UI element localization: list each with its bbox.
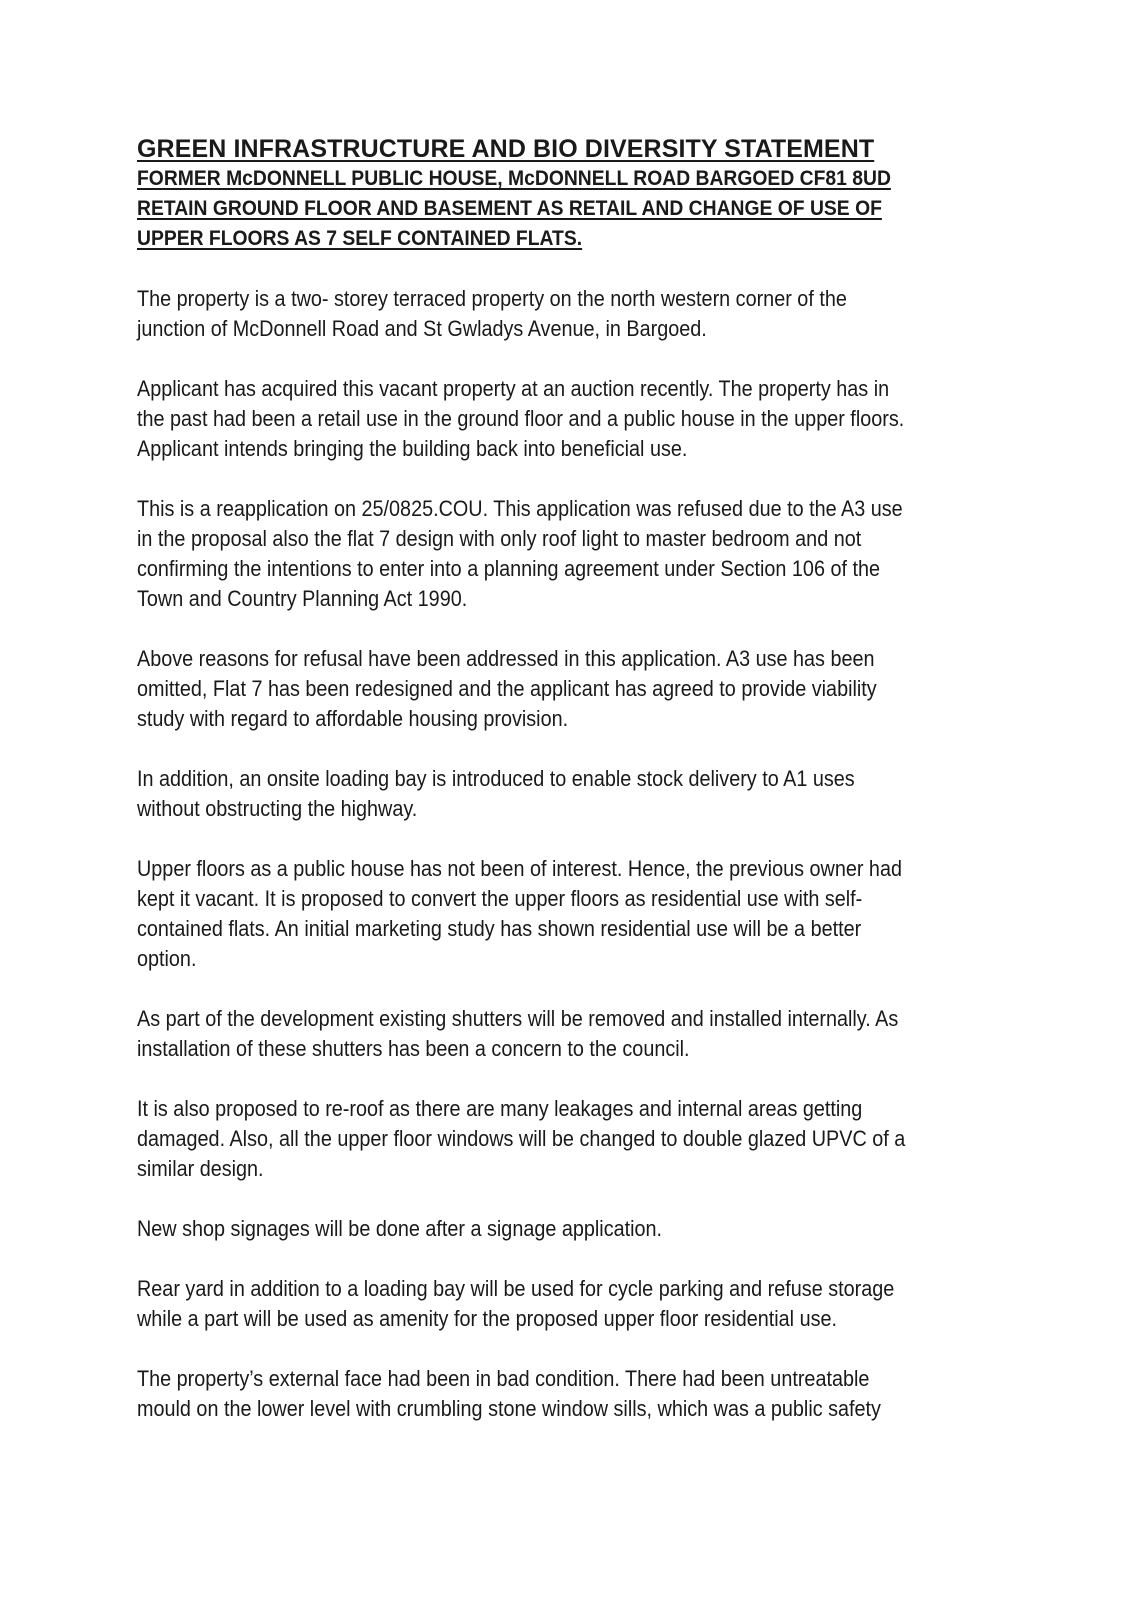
text-line: Rear yard in addition to a loading bay will be used for cycle parking and refuse storage — [137, 1276, 895, 1301]
text-line: kept it vacant. It is proposed to convert the upper floors as residential use with self- — [137, 886, 863, 911]
text-line: confirming the intentions to enter into a planning agreement under Section 106 of the — [137, 556, 881, 581]
text-line: New shop signages will be done after a signage application. — [137, 1216, 663, 1241]
text-line: The property’s external face had been in bad condition. There had been untreatable — [137, 1366, 870, 1391]
text-line: junction of McDonnell Road and St Gwladys Avenue, in Bargoed. — [137, 316, 707, 341]
project-heading-line: UPPER FLOORS AS 7 SELF CONTAINED FLATS. — [137, 227, 583, 250]
text-line: while a part will be used as amenity for the proposed upper floor residential use. — [137, 1306, 838, 1331]
text-line: in the proposal also the flat 7 design with only roof light to master bedroom and not — [137, 526, 862, 551]
text-line: The property is a two- storey terraced property on the north western corner of the — [137, 286, 847, 311]
text-line: Applicant has acquired this vacant property at an auction recently. The property has in — [137, 376, 890, 401]
paragraph-refusal-reasons — [137, 644, 1001, 734]
text-line: without obstructing the highway. — [137, 796, 418, 821]
text-line: the past had been a retail use in the ground floor and a public house in the upper floors. — [137, 406, 905, 431]
statement-body — [137, 284, 997, 1424]
paragraph-property-location — [137, 284, 1001, 344]
text-line: It is also proposed to re-roof as there are many leakages and internal areas getting — [137, 1096, 863, 1121]
paragraph-upper-floors — [137, 854, 1001, 974]
text-line: study with regard to affordable housing provision. — [137, 706, 569, 731]
paragraph-signage — [137, 1214, 1001, 1244]
text-line: installation of these shutters has been a concern to the council. — [137, 1036, 690, 1061]
text-line: omitted, Flat 7 has been redesigned and the applicant has agreed to provide viability — [137, 676, 877, 701]
paragraph-re-roof — [137, 1094, 1001, 1184]
paragraph-rear-yard — [137, 1274, 1001, 1334]
text-line: similar design. — [137, 1156, 264, 1181]
text-line: This is a reapplication on 25/0825.COU. This application was refused due to the A3 use — [137, 496, 903, 521]
document-content — [137, 134, 997, 1454]
paragraph-reapplication — [137, 494, 1001, 614]
paragraph-shutters — [137, 1004, 1001, 1064]
text-line: In addition, an onsite loading bay is introduced to enable stock delivery to A1 uses — [137, 766, 855, 791]
text-line: As part of the development existing shutters will be removed and installed internally. As — [137, 1006, 899, 1031]
text-line: mould on the lower level with crumbling stone window sills, which was a public safety — [137, 1396, 881, 1421]
paragraph-applicant — [137, 374, 1001, 464]
paragraph-external-face — [137, 1364, 1001, 1424]
text-line: Upper floors as a public house has not been of interest. Hence, the previous owner had — [137, 856, 902, 881]
text-line: contained flats. An initial marketing study has shown residential use will be a better — [137, 916, 862, 941]
text-line: Above reasons for refusal have been addressed in this application. A3 use has been — [137, 646, 875, 671]
text-line: Town and Country Planning Act 1990. — [137, 586, 468, 611]
text-line: damaged. Also, all the upper floor windows will be changed to double glazed UPVC of a — [137, 1126, 906, 1151]
project-heading — [137, 164, 997, 254]
text-line: Applicant intends bringing the building back into beneficial use. — [137, 436, 688, 461]
project-heading-line: RETAIN GROUND FLOOR AND BASEMENT AS RETAIL AND CHANGE OF USE OF — [137, 197, 882, 220]
text-line: option. — [137, 946, 197, 971]
paragraph-loading-bay — [137, 764, 1001, 824]
project-heading-line: FORMER McDONNELL PUBLIC HOUSE, McDONNELL ROAD BARGOED CF81 8UD — [137, 167, 891, 190]
document-title: GREEN INFRASTRUCTURE AND BIO DIVERSITY STATEMENT — [137, 135, 875, 163]
